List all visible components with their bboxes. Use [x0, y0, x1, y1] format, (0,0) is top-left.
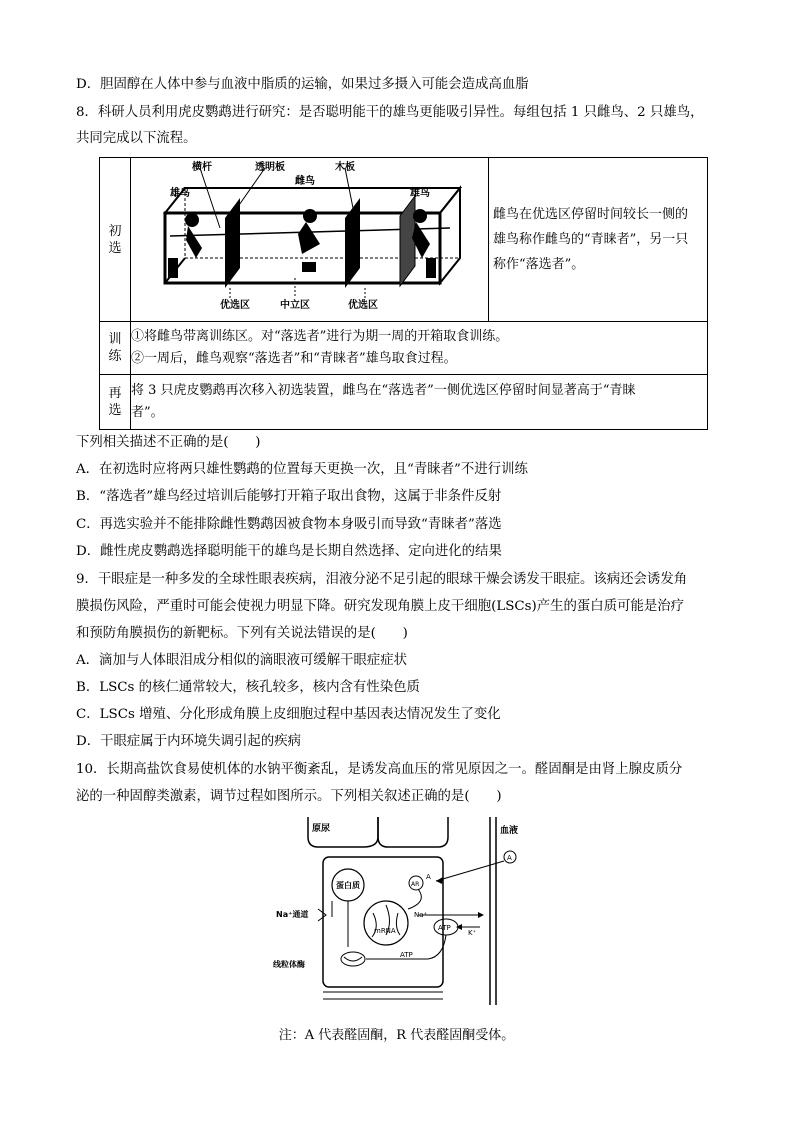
row-label-training: 训练 [100, 322, 131, 375]
label-mrna: mRNA [374, 927, 396, 935]
q8-option-c: C．再选实验并不能排除雌性鹦鹉因被食物本身吸引而导致“青睐者”落选 [76, 517, 502, 532]
q10-stem-line2: 泌的一种固醇类激素，调节过程如图所示。下列相关叙述正确的是( ) [76, 789, 502, 804]
label-ar: AR [411, 881, 420, 888]
label-na: Na⁺ [414, 911, 428, 919]
q10-stem-line1: 10．长期高盐饮食易使机体的水钠平衡紊乱，是诱发高血压的常见原因之一。醛固酮是由肾上腺皮质分 [76, 762, 683, 777]
label-male-right: 雄鸟 [410, 188, 430, 199]
label-blood: 血液 [500, 826, 519, 836]
row-label-initial: 初选 [100, 158, 131, 322]
label-neutral: 中立区 [280, 300, 310, 311]
label-urine: 原尿 [312, 824, 331, 834]
option-d-previous: D．胆固醇在人体中参与血液中脂质的运输，如果过多摄入可能会造成高血脂 [76, 77, 529, 92]
bird-apparatus-figure [130, 158, 487, 320]
label-wood-board: 木板 [335, 162, 355, 173]
q9-option-a: A．滴加与人体眼泪成分相似的滴眼液可缓解干眼症症状 [76, 653, 408, 668]
label-mito-enzyme: 线粒体酶 [273, 960, 305, 969]
label-atp-mito: ATP [400, 951, 413, 959]
figure2-note: 注：A 代表醛固酮，R 代表醛固酮受体。 [278, 1028, 515, 1043]
label-k: K⁺ [468, 929, 477, 937]
q8-stem-line2: 共同完成以下流程。 [76, 131, 197, 146]
q8-question: 下列相关描述不正确的是( ) [76, 435, 261, 450]
aldosterone-cell-diagram [268, 817, 548, 1005]
q9-option-d: D．干眼症属于内环境失调引起的疾病 [76, 734, 301, 749]
label-male-left: 雄鸟 [170, 188, 190, 199]
label-crossbar: 横杆 [192, 162, 212, 173]
q8-option-b: B．“落选者”雄鸟经过培训后能够打开箱子取出食物，这属于非条件反射 [76, 489, 502, 504]
q9-stem-line1: 9．干眼症是一种多发的全球性眼表疾病，泪液分泌不足引起的眼球干燥会诱发干眼症。该病还会诱发角 [76, 572, 688, 587]
row-label-reselect: 再选 [100, 375, 131, 430]
label-transparent-board: 透明板 [255, 162, 285, 173]
label-protein: 蛋白质 [336, 881, 360, 890]
label-atp-pump: ATP [438, 924, 451, 932]
label-pref-right: 优选区 [348, 300, 378, 311]
label-a-inside: A [426, 873, 431, 881]
row2-description: ①将雌鸟带离训练区。对“落选者”进行为期一周的开箱取食训练。 ②一周后，雌鸟观察“落选者”和“青睐者”雄鸟取食过程。 [131, 322, 708, 375]
q9-stem-line2: 膜损伤风险，严重时可能会使视力明显下降。研究发现角膜上皮干细胞(LSCs)产生的蛋白质可能是治疗 [76, 599, 685, 614]
bird-male-right [412, 209, 436, 278]
row1-description: 雌鸟在优选区停留时间较长一侧的 雄鸟称作雌鸟的“青睐者”，另一只 称作“落选者”。 [489, 158, 708, 322]
q8-option-a: A．在初选时应将两只雄性鹦鹉的位置每天更换一次，且“青睐者”不进行训练 [76, 462, 528, 477]
q9-option-c: C．LSCs 增殖、分化形成角膜上皮细胞过程中基因表达情况发生了变化 [76, 707, 501, 722]
label-female: 雌鸟 [295, 176, 315, 187]
q8-option-d: D．雌性虎皮鹦鹉选择聪明能干的雄鸟是长期自然选择、定向进化的结果 [76, 544, 502, 559]
row3-description: 将 3 只虎皮鹦鹉再次移入初选装置，雌鸟在“落选者”一侧优选区停留时间显著高于“青睐 者”。 [131, 375, 708, 430]
q9-stem-line3: 和预防角膜损伤的新靶标。下列有关说法错误的是( ) [76, 626, 408, 641]
label-na-channel: Na⁺通道 [276, 910, 309, 919]
label-pref-left: 优选区 [220, 300, 250, 311]
q9-option-b: B．LSCs 的核仁通常较大，核孔较多，核内含有性染色质 [76, 680, 420, 695]
bird-female [298, 209, 320, 272]
q8-stem-line1: 8．科研人员利用虎皮鹦鹉进行研究：是否聪明能干的雄鸟更能吸引异性。每组包括 1 只雌鸟、2 只雄鸟， [76, 105, 704, 120]
label-a-outside: A [507, 854, 512, 862]
